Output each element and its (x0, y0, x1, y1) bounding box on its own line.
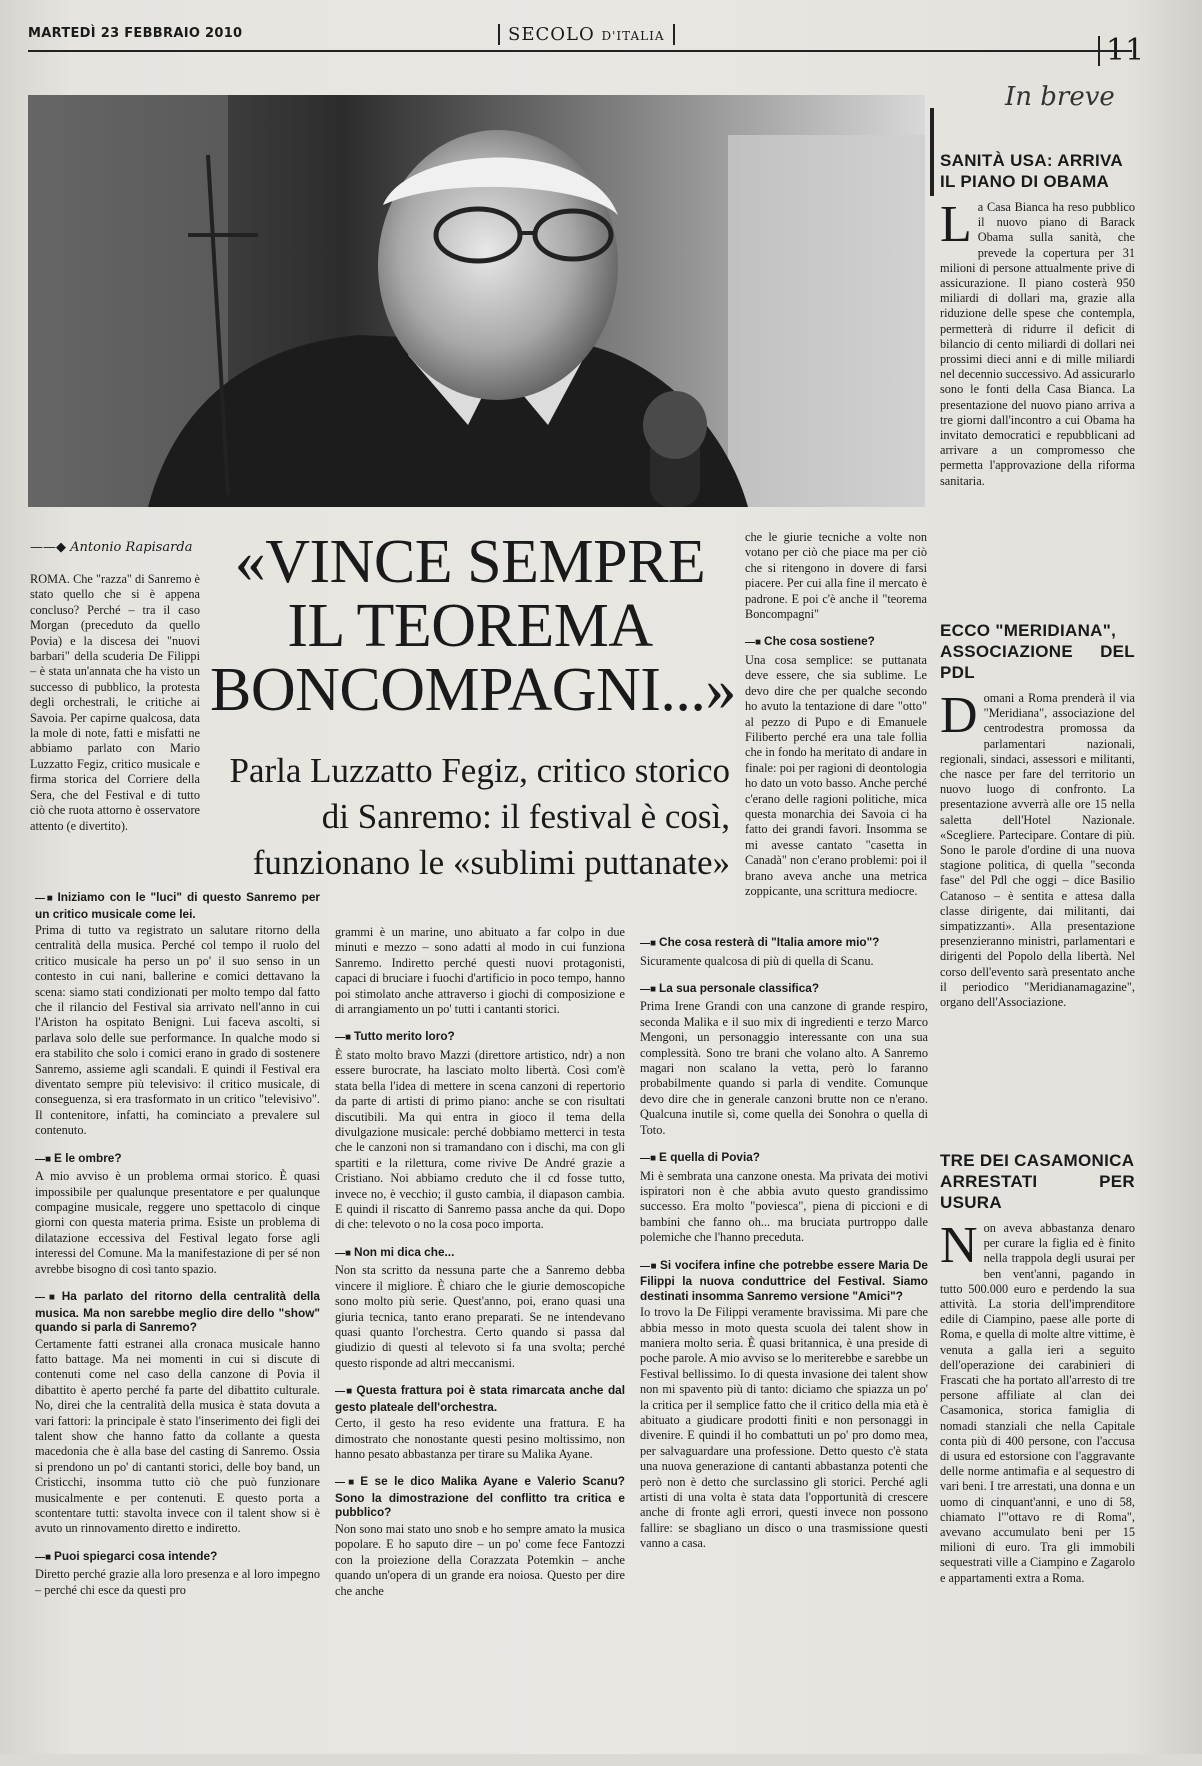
question-text: Che cosa resterà di "Italia amore mio"? (659, 935, 880, 949)
answer-merito: È stato molto bravo Mazzi (direttore artistico, ndr) a non essere burocrate, ha lasciato molto libertà. Così com'è stata bella l'idea di mettere in scena canzoni di repertorio da parte di artisti di primo piano: anche se con risultati discutibili. Ma qui entra in gioco il tema della divulgazione musicale: perché dobbiamo metterci in testa che le canzoni non si tramandano con i dischi, ma con gli spartiti e la rilettura, come rivive De André grazie a Cristiano. Noi abbiamo creduto che il cd fosse tutto, invece no, è vecchio; il gusto cambia, il diapason cambia. E quindi il riscatto di Sanremo passa anche da qui. Dopo di che: televoto o no la cosa poco importa. (335, 1047, 625, 1232)
news-text: a Casa Bianca ha reso pubblico il nuovo piano di Barack Obama sulla sanità, che prevede la copertura per 31 milioni di persone attualmente prive di assicurazione. Il piano costerà 950 miliardi di dollari ma, grazie alla riduzione delle spese che contempla, permetterà di ridurre il deficit di bilancio di cento miliardi di dollari nei prossimi dieci anni e di mille miliardi nel decennio successivo. Ad assicurarlo sono le fonti della Casa Bianca. La presentazione del nuovo piano arriva a tre giorni dall'incontro a cui Obama ha invitato democratici e repubblicani ad arrivare a un compromesso che permetta l'approvazione della riforma sanitaria. (940, 200, 1135, 488)
news-item-casamonica (940, 1150, 1135, 1766)
answer-luci: Prima di tutto va registrato un salutare ritorno della centralità della musica. Perché col tempo il ruolo del critico musicale ha perso un po' il suo senso in un contesto in cui nani, ballerine e comici dettavano la scena: siamo stati condizionati per molto tempo dal fatto che il rilancio del Festival sia arrivato nell'anno in cui l'Ariston ha ospitato Benigni. Lui faceva ascolti, si parlava solo delle sue performance. In qualche modo si era stabilito che solo i comici erano in grado di sostenere Sanremo, assieme agli scandali. E quindi il Festival era diventato sempre più televisivo: il critico musicale, di conseguenza, si era trasformato in un critico "televisivo". Il contenitore, infatti, ha cominciato a prevalere sul contenuto. (35, 923, 320, 1138)
question-classifica: —■ La sua personale classifica? (640, 980, 820, 995)
news-body-meridiana (940, 691, 1135, 1131)
news-title-line: ECCO "MERIDIANA", (940, 621, 1117, 640)
question-ombre: —■ E le ombre? (35, 1150, 122, 1165)
page-header (28, 22, 1132, 52)
news-title-line: SANITÀ USA: ARRIVA (940, 151, 1123, 170)
article-column-1 (35, 890, 320, 1740)
paper-name (498, 24, 675, 45)
question-povia: —■ E quella di Povia? (640, 1150, 761, 1165)
question-cosa-sostiene: —■ Che cosa sostiene? (745, 634, 875, 649)
question-text: Puoi spiegarci cosa intende? (54, 1548, 218, 1563)
question-text: La sua personale classifica? (659, 980, 820, 995)
question-frattura: —■ Questa frattura poi è stata rimarcata anche dal gesto plateale dell'orchestra. (335, 1383, 625, 1414)
question-text: Non mi dica che... (354, 1244, 455, 1259)
subhead-line-3: funzionano le «sublimi puttanate» (252, 843, 730, 882)
page-number: 11 (1098, 36, 1144, 66)
col2-top-paragraph: grammi è un marine, uno abituato a far colpo in due minuti e mezzo – sono adatti al modo in cui funziona Sanremo. Indiretto perché questi nuovi protagonisti, capaci di bruciare i fuochi d'artificio in poco tempo, hanno poi stimolato anche attraverso i giochi di composizione e di arrangiamento un po' tutti i cantanti storici. (335, 925, 625, 1017)
question-text: Ha parlato del ritorno della centralità della musica. Ma non sarebbe meglio dire dello "show" quando si parla di Sanremo? (35, 1289, 320, 1335)
portrait-photo-illustration (28, 95, 925, 507)
question-dica: —■ Non mi dica che... (335, 1244, 455, 1259)
news-item-obama (940, 150, 1135, 585)
question-text: Si vocifera infine che potrebbe essere Maria De Filippi la nuova conduttrice del Festival. Siamo destinati insomma Sanremo versione "Amici"? (640, 1257, 928, 1303)
issue-date: MARTEDÌ 23 FEBBRAIO 2010 (28, 26, 243, 41)
subheadline (212, 748, 730, 886)
news-body-casamonica (940, 1221, 1135, 1766)
subhead-line-2: di Sanremo: il festival è così, (321, 797, 730, 836)
answer-spiegarci: Diretto perché grazie alla loro presenza e al loro impegno – perché chi esce da questi pro (35, 1567, 320, 1597)
paper-name-main: SECOLO (508, 24, 595, 45)
question-spiegarci: —■ Puoi spiegarci cosa intende? (35, 1548, 218, 1563)
dropcap: N (940, 1221, 978, 1274)
answer-classifica: Prima Irene Grandi con una canzone di grande respiro, seconda Malika e il suo mix di ingredienti e terzo Marco Mengoni, un personaggio interessante con una sua complessità. Sono tre brani che volano alto. A Sanremo magari non scalano la vetta, però lo faranno probabilmente quando si parla di vendite. Comunque devo dire che in generale canzoni brutte non ce n'erano. Qualcuna inutile sì, come quella dei Sonohra o quella di Toto. (640, 999, 928, 1137)
answer-centralita: Certamente fatti estranei alla cronaca musicale hanno fatto battage. Ma nei momenti in cui si discute di contenuti come nel caso della canzone di Povia il dibattito è aperto perché fa parte del dibattito culturale. No, direi che la centralità della musica è stata dovuta a vari fattori: la principale è stato l'inserimento dei figli dei talent show che hanno fatto da collante a questa macedonia che è alla base del casting di Sanremo. Ossia si prendono un po' di cantanti storici, delle boy band, un Cristicchi, insomma tutto ciò che può funzionare musicalmente e per contenuti. E questo porta a scontentare tutti: stavolta invece con il talent show si è avuto un rinnovamento diretto e indiretto. (35, 1336, 320, 1536)
question-centralita: —■ Ha parlato del ritorno della centralità della musica. Ma non sarebbe meglio dire dello "show" quando si parla di Sanremo? (35, 1289, 320, 1335)
article-intro (30, 572, 200, 872)
in-breve-label: In breve (1005, 82, 1115, 112)
byline: ——◆ Antonio Rapisarda (30, 540, 193, 555)
news-title-line: IL PIANO DI OBAMA (940, 172, 1110, 191)
dropcap: D (940, 691, 978, 744)
article-column-2 (335, 925, 625, 1740)
question-malika: —■ E se le dico Malika Ayane e Valerio Scanu? Sono la dimostrazione del conflitto tra critica e pubblico? (335, 1474, 625, 1520)
news-text: on aveva abbastanza denaro per curare la figlia ed è finito nella trappola degli usurai per ben vent'anni, pagando in tutto 500.000 euro e perdendo la sua attività. La storia dell'imprenditore edile di Ciampino, paese alle porte di Roma, e quella di molte altre vittime, è venuta a galla ieri a seguito dell'operazione dei carabinieri di Frascati che ha portato all'arresto di tre persone affiliate al clan dei Casamonica, storica famiglia di nomadi stanziali che nella Capitale conta più di 400 persone, con l'accusa di usura ed estorsione con l'aggravante delle norme antimafia e al sequestro di vari beni. I tre arrestati, una donna e un uomo di cinquant'anni, e uno di 58, chiamato l'"ottavo re di Roma", avevano accumulato beni per 15 milioni di euro. Tra gli immobili sequestrati ville a Ciampino e Zagarolo e appartamenti extra a Roma. (940, 1221, 1135, 1585)
headline-line-3: BONCOMPAGNI...» (210, 656, 736, 724)
question-italia: —■ Che cosa resterà di "Italia amore mio"? (640, 935, 880, 949)
answer-defilippi: Io trovo la De Filippi veramente bravissima. Mi pare che abbia messo in moto questa scuola dei talent show in maniera molto seria. È quasi britannica, è una preside di poche parole. A mio avviso se lo meriterebbe e sarebbe un Festival bellissimo. Io di questa invasione dei talent show non mi spavento più di tanto: diciamo che spiazza un po' la critica per il semplice fatto che il critico della mia età è abituato a giudicare prodotti finiti e non personaggi in divenire. E quindi il ho combattuti un po' pro domo mea, per salvaguardare una professione. Detto questo c'è stata una nuova generazione di cantanti abbastanza potenti che però non è detto che surclassino gli storici. Perché agli artisti di una volta è stata data l'opportunità di crescere anche di fronte agli errori, questi invece non possono fallire: se sbagliano un disco o una trasmissione questi vanno a casa. (640, 1305, 928, 1551)
question-text: Questa frattura poi è stata rimarcata anche dal gesto plateale dell'orchestra. (335, 1383, 625, 1414)
answer-cosa-sostiene: Una cosa semplice: se puttanata deve essere, che sia sublime. Le devo dire che per qualche secondo ho avuto la tentazione di dare "otto" al pezzo di Pupo e di Emanuele Filiberto perché era una tale follia che in fondo ha meritato di andare in finale: poi per ragioni di deontologia ho dato un voto basso. Anche perché c'erano delle ragioni politiche, mica questa monarchia dei Savoia ci ha fatto dei grandi favori. Insomma se mi avesse cantato "casetta in Canadà" non c'erano problemi: poi il brano aveva anche una metrica zoppicante, una scrittura mediocre. (745, 652, 927, 899)
news-item-meridiana (940, 620, 1135, 1131)
portrait-photo (28, 95, 925, 507)
article-column-3 (640, 935, 928, 1740)
question-text: Che cosa sostiene? (764, 634, 875, 649)
answer-ombre: A mio avviso è un problema ormai storico. È quasi impossibile per qualunque presentatore e per qualunque compagine musicale, reggere uno spettacolo di cinque giorni con questa materia prima. Esiste un problema di dilatazione eccessiva del Festival legato forse agli interessi del Comune. Ma la manifestazione di per sé non avrebbe bisogno di così tanto spazio. (35, 1169, 320, 1276)
headline (210, 528, 736, 724)
col3-top-paragraph: che le giurie tecniche a volte non votano per ciò che piace ma per ciò che si ritengono in dovere di farsi piacere. Per cui alla fine il mercato è padrone. E poi c'è anche il "teorema Boncompagni" (745, 530, 927, 622)
question-merito: —■ Tutto merito loro? (335, 1029, 455, 1044)
answer-frattura: Certo, il gesto ha reso evidente una frattura. E ha dimostrato che nonostante questi pesino moltissimo, non hanno pesato abbastanza per tirare su Malika Ayane. (335, 1416, 625, 1461)
question-text: E se le dico Malika Ayane e Valerio Scanu? Sono la dimostrazione del conflitto tra critica e pubblico? (335, 1474, 625, 1520)
question-luci: —■ Iniziamo con le "luci" di questo Sanremo per un critico musicale come lei. (35, 890, 320, 921)
headline-line-1: «VINCE SEMPRE (234, 528, 706, 596)
question-text: E le ombre? (54, 1150, 122, 1165)
sidebar-rule (930, 108, 934, 196)
question-text: E quella di Povia? (659, 1150, 761, 1165)
news-text: omani a Roma prenderà il via "Meridiana", associazione del centrodestra promossa da parlamentari nazionali, regionali, sindaci, assessori e militanti, che nasce per fare del territorio un nuovo luogo di confronto. La presentazione avverrà alle ore 15 nella saletta dell'Hotel Nazionale. «Scegliere. Partecipare. Contare di più. Sono le parole d'ordine di una nuova stagione politica, di quella "seconda fase" del Pdl che oggi – dice Basilio Catanoso – è sentita e attesa dalla classe dirigente, dai militanti, dai simpatizzanti». Alla presentazione presenzieranno ministri, parlamentari e dirigenti del Popolo della libertà. Nel corso dell'evento sarà presentato anche il periodico "Meridianamagazine", organo dell'Associazione. (940, 691, 1135, 1010)
subhead-line-1: Parla Luzzatto Fegiz, critico storico (229, 751, 730, 790)
answer-dica: Non sta scritto da nessuna parte che a Sanremo debba vincere il migliore. È chiaro che le giurie demoscopiche sono molto più serie. Quest'anno, poi, erano quasi una giuria tecnica, tanto erano preparati. Se ne intendevano quasi quanto l'orchestra. Certo quando si passa dal giudizio di questi al televoto si fa una svolta; perché questo risponde ad altri meccanismi. (335, 1263, 625, 1370)
dropcap: L (940, 200, 972, 253)
headline-line-2: IL TEOREMA (287, 592, 653, 660)
news-title-meridiana (940, 620, 1135, 683)
news-title-casamonica (940, 1150, 1135, 1213)
question-text: Iniziamo con le "luci" di questo Sanremo per un critico musicale come lei. (35, 890, 320, 921)
news-title-line: ASSOCIAZIONE DEL PDL (940, 642, 1135, 682)
question-defilippi: —■ Si vocifera infine che potrebbe essere Maria De Filippi la nuova conduttrice del Festival. Siamo destinati insomma Sanremo versione "Amici"? (640, 1257, 928, 1303)
answer-povia: Mi è sembrata una canzone onesta. Ma privata dei motivi ispiratori non è che abbia avuto questo grandissimo successo. Era molto "poviesca", piena di piccioni e di bambini che fanno oh... ma bruciata purtroppo dalle polemiche che l'hanno preceduta. (640, 1168, 928, 1245)
article-column-3-top (745, 530, 927, 930)
intro-paragraph: ROMA. Che "razza" di Sanremo è stato quello che si è appena concluso? Perché – tra il caso Morgan (preceduto da quello Povia) e la discesa dei "nuovi barbari" della scuderia De Filippi – è stata un'annata che ha visto un successo di pubblico, la protesta degli orchestrali, le critiche ai Savoia. Per capirne qualcosa, data la mole di note, fatti e misfatti ne abbiamo parlato con Mario Luzzatto Fegiz, critico musicale e firma storica del Corriere della Sera, che del Festival e di tutto ciò che ruota attorno è osservatore attento (e divertito). (30, 572, 200, 833)
answer-italia: Sicuramente qualcosa di più di quella di Scanu. (640, 953, 874, 968)
news-body-obama (940, 200, 1135, 585)
news-title-line: TRE DEI CASAMONICA (940, 1151, 1135, 1170)
paper-name-small: D'ITALIA (601, 29, 665, 43)
byline-author: Antonio Rapisarda (70, 540, 193, 555)
answer-malika: Non sono mai stato uno snob e ho sempre amato la musica popolare. E ho saputo dire – un po' come fece Fantozzi con la proiezione della Corazzata Potemkin – anche quando un'opera di un grande era noiosa. Questo per dire che anche (335, 1521, 625, 1598)
question-text: Tutto merito loro? (354, 1029, 455, 1044)
news-title-obama (940, 150, 1135, 192)
news-title-line: ARRESTATI PER USURA (940, 1172, 1135, 1212)
